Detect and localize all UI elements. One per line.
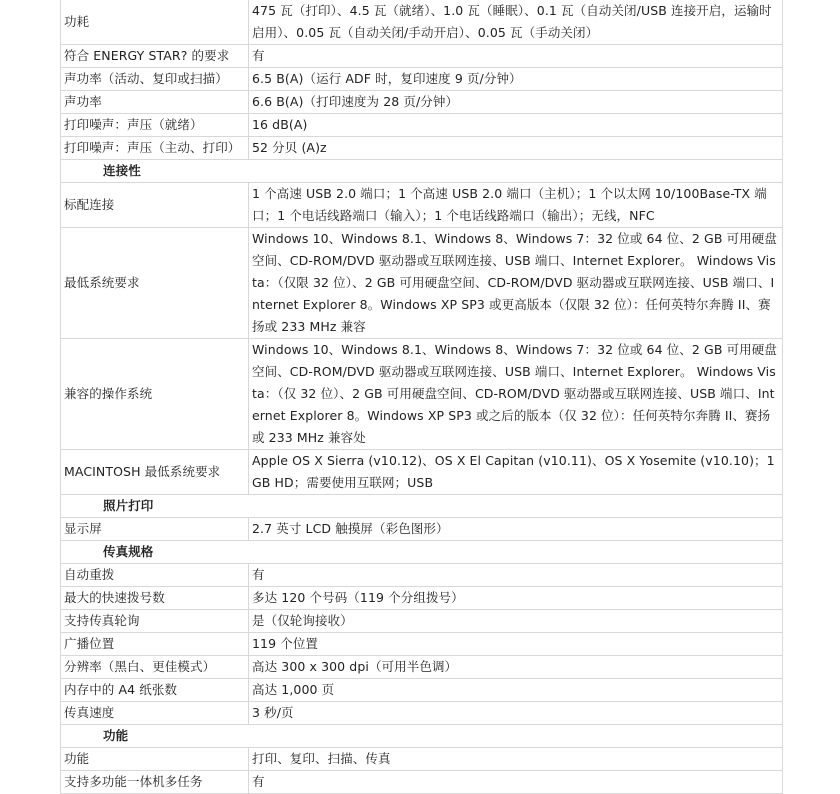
spec-row: [61, 587, 783, 610]
spec-table: [60, 0, 783, 794]
spec-label: 内存中的 A4 纸张数: [61, 679, 249, 702]
spec-label: 最低系统要求: [61, 228, 249, 339]
spec-row: [61, 771, 783, 794]
spec-value: 6.6 B(A)（打印速度为 28 页/分钟）: [249, 91, 783, 114]
spec-label: 自动重拨: [61, 564, 249, 587]
spec-value: 多达 120 个号码（119 个分组拨号）: [249, 587, 783, 610]
spec-row: [61, 633, 783, 656]
spec-row: [61, 748, 783, 771]
spec-row: [61, 564, 783, 587]
spec-value: 有: [249, 45, 783, 68]
spec-value: 有: [249, 564, 783, 587]
spec-label: 传真速度: [61, 702, 249, 725]
spec-value: 6.5 B(A)（运行 ADF 时，复印速度 9 页/分钟）: [249, 68, 783, 91]
section-header: 功能: [61, 725, 783, 748]
spec-label: 显示屏: [61, 518, 249, 541]
spec-label: 支持传真轮询: [61, 610, 249, 633]
spec-row: [61, 45, 783, 68]
spec-value: 52 分贝 (A)z: [249, 137, 783, 160]
spec-value: 2.7 英寸 LCD 触摸屏（彩色图形）: [249, 518, 783, 541]
spec-value: Windows 10、Windows 8.1、Windows 8、Windows 7：32 位或 64 位、2 GB 可用硬盘空间、CD-ROM/DVD 驱动器或互联网连接、USB 端口、Internet Explorer。 Windows Vista：（仅 32 位）、2 GB 可用硬盘空间、CD-ROM/DVD 驱动器或互联网连接、USB 端口、Internet Explorer 8。Windows XP SP3 或之后的版本（仅 32 位）：任何英特尔奔腾 II、赛扬或 233 MHz 兼容处: [249, 339, 783, 450]
spec-value: 打印、复印、扫描、传真: [249, 748, 783, 771]
spec-row: [61, 91, 783, 114]
spec-label: 打印噪声：声压（主动、打印）: [61, 137, 249, 160]
section-header: 传真规格: [61, 541, 783, 564]
section-header-row: [61, 160, 783, 183]
spec-row: [61, 679, 783, 702]
spec-value: Windows 10、Windows 8.1、Windows 8、Windows 7：32 位或 64 位、2 GB 可用硬盘空间、CD-ROM/DVD 驱动器或互联网连接、USB 端口、Internet Explorer。 Windows Vista：（仅限 32 位）、2 GB 可用硬盘空间、CD-ROM/DVD 驱动器或互联网连接、USB 端口、Internet Explorer 8。Windows XP SP3 或更高版本（仅限 32 位）：任何英特尔奔腾 II、赛扬或 233 MHz 兼容: [249, 228, 783, 339]
spec-label: 广播位置: [61, 633, 249, 656]
section-header-row: [61, 541, 783, 564]
section-header: 照片打印: [61, 495, 783, 518]
spec-label: 分辨率（黑白、更佳模式）: [61, 656, 249, 679]
spec-value: 16 dB(A): [249, 114, 783, 137]
spec-value: 119 个位置: [249, 633, 783, 656]
spec-label: 符合 ENERGY STAR? 的要求: [61, 45, 249, 68]
spec-row: [61, 114, 783, 137]
spec-row: [61, 656, 783, 679]
spec-row: [61, 702, 783, 725]
spec-label: 功能: [61, 748, 249, 771]
spec-value: 1 个高速 USB 2.0 端口；1 个高速 USB 2.0 端口（主机）；1 个以太网 10/100Base-TX 端口；1 个电话线路端口（输入）；1 个电话线路端口（输出）；无线，NFC: [249, 183, 783, 228]
spec-row: [61, 610, 783, 633]
spec-row: [61, 450, 783, 495]
spec-value: 3 秒/页: [249, 702, 783, 725]
spec-value: 有: [249, 771, 783, 794]
spec-label: 打印噪声：声压（就绪）: [61, 114, 249, 137]
spec-label: 声功率（活动、复印或扫描）: [61, 68, 249, 91]
section-header: 连接性: [61, 160, 783, 183]
spec-row: [61, 68, 783, 91]
spec-value: 高达 1,000 页: [249, 679, 783, 702]
spec-value: 高达 300 x 300 dpi（可用半色调）: [249, 656, 783, 679]
spec-label: 支持多功能一体机多任务: [61, 771, 249, 794]
spec-label: 标配连接: [61, 183, 249, 228]
section-header-row: [61, 495, 783, 518]
spec-row: [61, 183, 783, 228]
spec-label: MACINTOSH 最低系统要求: [61, 450, 249, 495]
spec-table-body: [61, 0, 783, 794]
spec-row: [61, 228, 783, 339]
spec-label: 声功率: [61, 91, 249, 114]
spec-label: 最大的快速拨号数: [61, 587, 249, 610]
section-header-row: [61, 725, 783, 748]
spec-value: 475 瓦（打印）、4.5 瓦（就绪）、1.0 瓦（睡眠）、0.1 瓦（自动关闭/USB 连接开启，运输时启用）、0.05 瓦（自动关闭/手动开启）、0.05 瓦（手动关闭）: [249, 0, 783, 45]
spec-value: Apple OS X Sierra (v10.12)、OS X El Capitan (v10.11)、OS X Yosemite (v10.10)；1 GB HD；需要使用互联网；USB: [249, 450, 783, 495]
spec-row: [61, 339, 783, 450]
spec-row: [61, 137, 783, 160]
spec-value: 是（仅轮询接收）: [249, 610, 783, 633]
spec-row: [61, 0, 783, 45]
spec-label: 功耗: [61, 0, 249, 45]
spec-row: [61, 518, 783, 541]
spec-label: 兼容的操作系统: [61, 339, 249, 450]
